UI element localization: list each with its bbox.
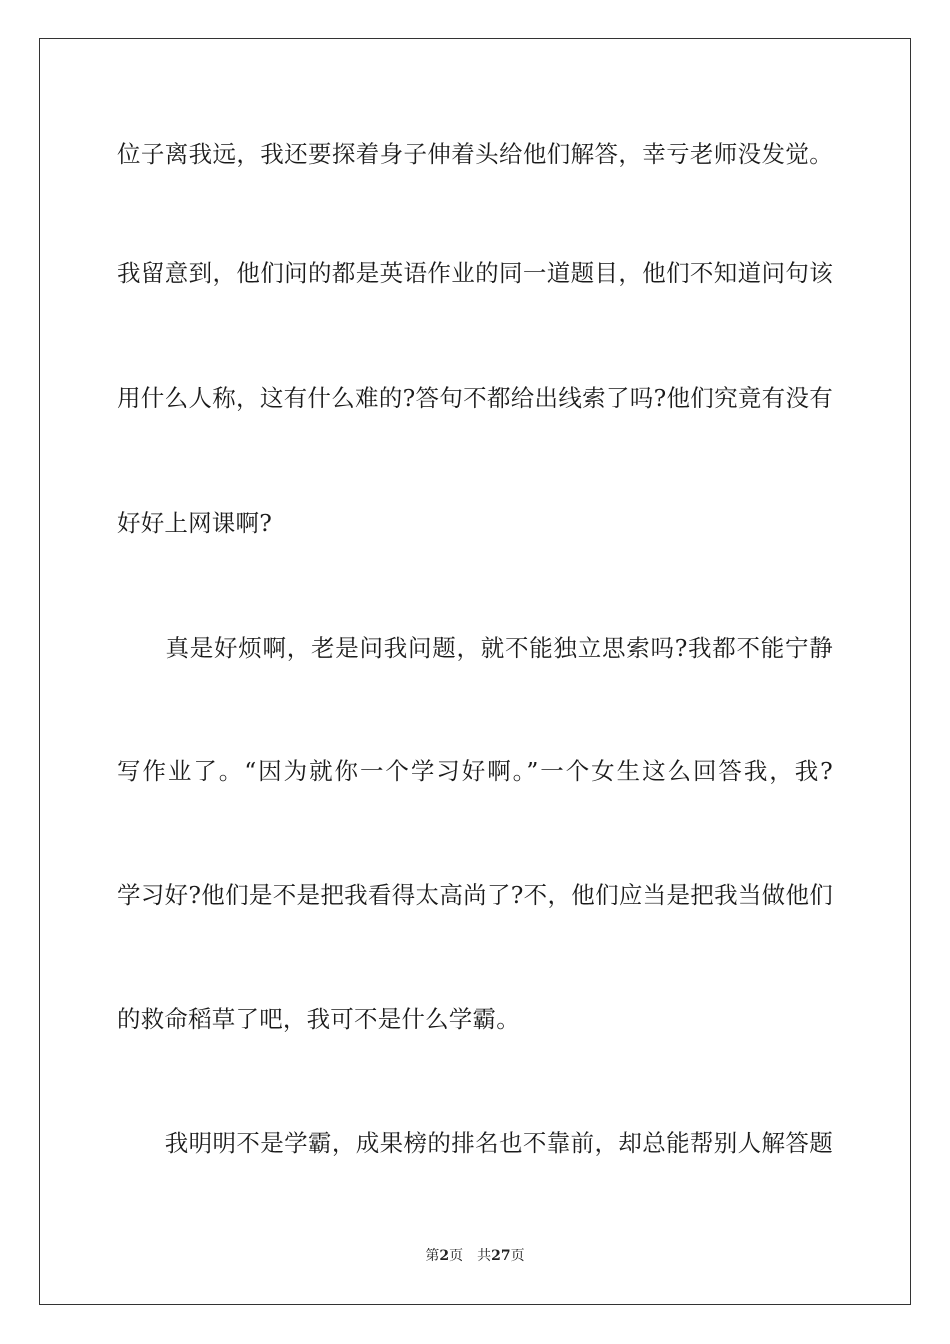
- body-text-line-9: 我明明不是学霸，成果榜的排名也不靠前，却总能帮别人解答题: [117, 1129, 833, 1157]
- body-text-line-4: 好好上网课啊?: [117, 509, 272, 537]
- footer-page-total: 27: [491, 1248, 511, 1264]
- footer-page-current: 2: [439, 1248, 450, 1264]
- body-text-line-6: 写作业了。“因为就你一个学习好啊。”一个女生这么回答我，我?: [117, 757, 833, 785]
- footer-total-prefix: 共: [477, 1248, 492, 1264]
- body-text-line-1: 位子离我远，我还要探着身子伸着头给他们解答，幸亏老师没发觉。: [117, 140, 833, 168]
- footer-total-suffix: 页: [510, 1248, 525, 1264]
- footer-page-prefix: 第: [425, 1248, 440, 1264]
- body-text-line-8: 的救命稻草了吧，我可不是什么学霸。: [117, 1005, 520, 1033]
- footer-page-suffix: 页: [449, 1248, 464, 1264]
- body-text-line-3: 用什么人称，这有什么难的?答句不都给出线索了吗?他们究竟有没有: [117, 384, 833, 412]
- body-text-line-7: 学习好?他们是不是把我看得太高尚了?不，他们应当是把我当做他们: [117, 881, 833, 909]
- page-footer: [0, 1247, 950, 1265]
- page-border: [39, 38, 911, 1305]
- body-text-line-2: 我留意到，他们问的都是英语作业的同一道题目，他们不知道问句该: [117, 259, 833, 287]
- body-text-line-5: 真是好烦啊，老是问我问题，就不能独立思索吗?我都不能宁静: [117, 634, 833, 662]
